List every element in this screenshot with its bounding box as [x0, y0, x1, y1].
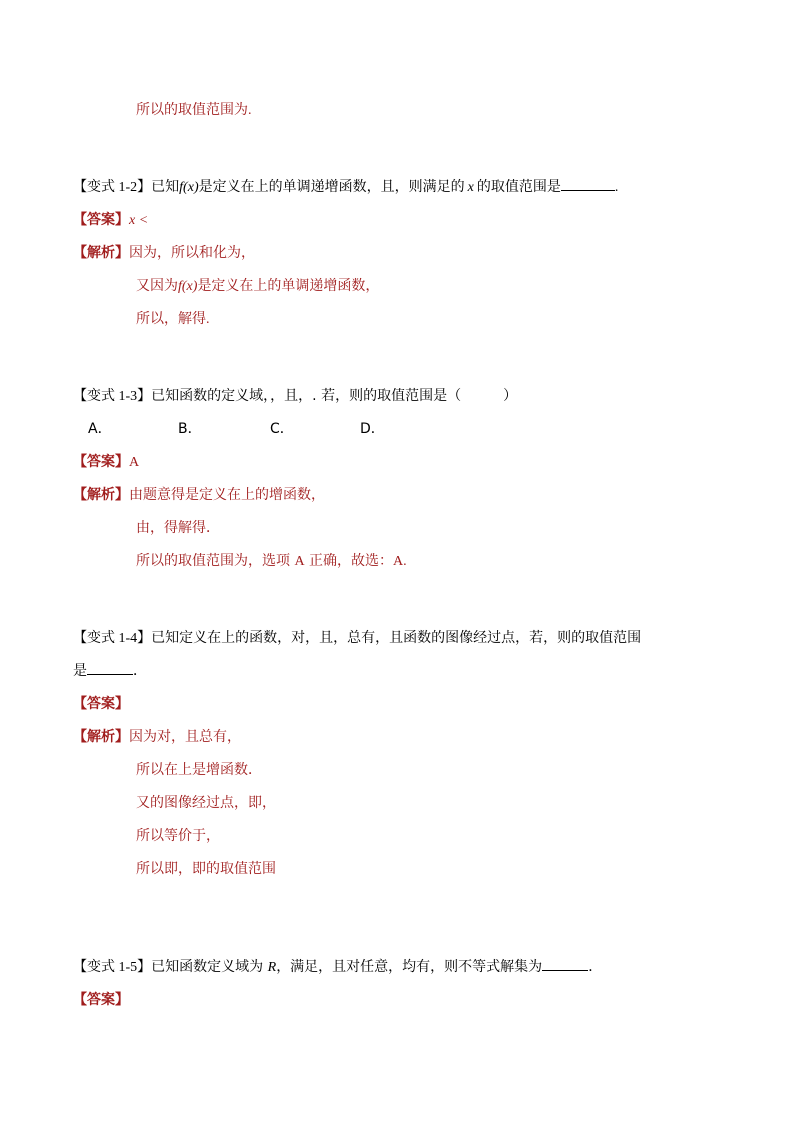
analysis-v13-1 — [73, 486, 325, 504]
question-v14-line2 — [73, 662, 147, 680]
answer-v15: 【答案】 — [73, 992, 129, 1008]
option-c: C． — [270, 421, 294, 437]
analysis-v12-3 — [136, 310, 210, 329]
answer-blank — [561, 178, 615, 191]
question-text-1: 已知函数定义域为 — [151, 959, 268, 975]
analysis-v12-1 — [73, 244, 255, 262]
answer-label: 【答案】 — [73, 454, 129, 470]
question-label: 变式 1-4 — [87, 631, 138, 646]
answer-label: 【答案】 — [73, 212, 129, 228]
question-label: 变式 1-5 — [87, 960, 138, 975]
analysis-v13-2: 由，得解得． — [136, 520, 220, 536]
bracket-close: 】 — [137, 388, 152, 404]
question-text-2: ，满足，且对任意，均有，则不等式解集为 — [276, 959, 543, 975]
analysis-option: A — [294, 554, 305, 569]
analysis-v14-1 — [73, 728, 241, 746]
analysis-option: A. — [393, 554, 407, 569]
question-label: 变式 1-2 — [87, 180, 138, 195]
bracket-open: 【 — [73, 388, 87, 404]
analysis-text: 又因为 — [136, 278, 178, 294]
question-text-3: 的取值范围是 — [476, 179, 561, 195]
intro-dot: . — [248, 103, 252, 118]
analysis-label: 【解析】 — [73, 487, 129, 503]
bracket-open: 【 — [73, 959, 87, 975]
intro-text: 所以的取值范围为 — [136, 102, 248, 118]
question-text-2: 是定义在上的单调递增函数，且，则满足的 — [198, 179, 465, 195]
bracket-close: 】 — [137, 179, 152, 195]
question-text-2: 是 — [73, 663, 87, 679]
answer-blank — [87, 662, 133, 675]
question-text-1: 已知 — [151, 179, 180, 195]
answer-value: x < — [129, 213, 149, 228]
intro-line — [136, 101, 252, 120]
bracket-close: 】 — [137, 959, 152, 975]
answer-blank — [542, 958, 588, 971]
answer-v13 — [73, 453, 139, 472]
question-end: ． — [133, 663, 147, 679]
answer-v12 — [73, 211, 148, 230]
analysis-text: 因为对，且总有， — [129, 729, 241, 745]
answer-value: A — [129, 455, 140, 470]
question-v14-line1 — [73, 629, 641, 648]
analysis-label: 【解析】 — [73, 245, 129, 261]
math-fx: f(x) — [178, 279, 198, 294]
analysis-v14-2: 所以在上是增函数． — [136, 762, 262, 778]
question-end: . — [614, 180, 619, 195]
question-v12 — [73, 178, 618, 197]
question-text-1: 已知定义在上的函数，对，且，总有，且函数的图像经过点，若，则的取值范围 — [151, 630, 642, 646]
question-end: ． — [588, 959, 603, 975]
question-text: 已知函数的定义域，，且，. 若，则的取值范围是（ ） — [151, 388, 518, 404]
analysis-v14-5: 所以即，即的取值范围 — [136, 861, 276, 877]
bracket-close: 】 — [137, 630, 152, 646]
math-fx: f(x) — [179, 180, 199, 195]
analysis-text: 是定义在上的单调递增函数， — [197, 278, 380, 294]
answer-v14: 【答案】 — [73, 696, 129, 712]
math-x: x — [467, 180, 474, 195]
analysis-text: 正确，故选： — [304, 553, 394, 569]
analysis-label: 【解析】 — [73, 729, 129, 745]
option-d: D． — [360, 421, 385, 437]
analysis-v14-3: 又的图像经过点，即， — [136, 795, 276, 811]
analysis-text: 由题意得是定义在上的增函数， — [129, 487, 325, 503]
question-v13 — [73, 387, 517, 406]
question-v15 — [73, 958, 602, 977]
analysis-text: 所以，解得 — [136, 311, 206, 327]
question-label: 变式 1-3 — [87, 389, 138, 404]
analysis-dot: . — [206, 312, 210, 327]
analysis-v14-4: 所以等价于， — [136, 828, 220, 844]
analysis-v12-2 — [136, 277, 379, 296]
math-r: R — [267, 960, 277, 975]
bracket-open: 【 — [73, 179, 87, 195]
bracket-open: 【 — [73, 630, 87, 646]
option-a: A． — [88, 421, 112, 437]
analysis-text: 因为，所以和化为， — [129, 245, 255, 261]
analysis-text: 所以的取值范围为，选项 — [136, 553, 295, 569]
analysis-v13-3 — [136, 552, 407, 571]
option-b: B． — [178, 421, 202, 437]
